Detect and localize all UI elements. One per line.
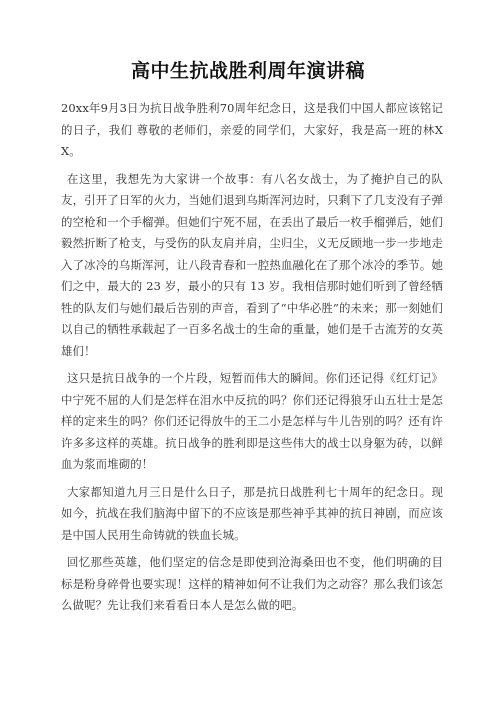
paragraph-reflection: 回忆那些英雄，他们坚定的信念是即使到沧海桑田也不变，他们明确的目标是粉身碎骨也要实现！这样的精神如何不让我们为之动容？那么我们该怎么做呢？先让我们来看看日本人是怎么做的吧。: [61, 555, 443, 612]
paragraph-heroes: 这只是抗日战争的一个片段，短暂而伟大的瞬间。你们还记得《红灯记》中宁死不屈的人们是怎样在泪水中反抗的吗？你们还记得狼牙山五壮士是怎样的定来生的吗？你们还记得放牛的王二小是怎样与牛儿告别的吗？还有许许多多这样的英雄。抗日战争的胜利即是这些伟大的战士以身躯为砖，以鲜血为浆而堆砌的！: [61, 371, 443, 471]
document-body: [61, 98, 443, 623]
document-title: 高中生抗战胜利周年演讲稿: [130, 60, 365, 82]
paragraph-intro: 20xx年9月3日为抗日战争胜利70周年纪念日，这是我们中国人都应该铭记的日子，我们 尊敬的老师们，亲爱的同学们，大家好，我是高一班的林XX。: [61, 101, 443, 158]
paragraph-story: 在这里，我想先为大家讲一个故事：有八名女战士，为了掩护自己的队友，引开了日军的火力，当她们退到乌斯浑河边时，只剩下了几支没有子弹的空枪和一个手榴弹。但她们宁死不屈，在丢出了最后一枚手榴弹后，她们毅然折断了枪支，与受伤的队友肩并肩，尘归尘，义无反顾地一步一步地走入了冰冷的乌斯浑河，让八段青春和一腔热血融化在了那个冰冷的季节。她们之中，最大的 23 岁，最小的只有 13 岁。我相信那时她们听到了曾经牺牲的队友们与她们最后告别的声音，看到了“中华必胜”的未来；那一刻她们以自己的牺牲承载起了一百多名战士的生命的重量，她们是千古流芳的女英雄们！: [61, 171, 443, 358]
paragraph-anniversary: 大家都知道九月三日是什么日子，那是抗日战胜利七十周年的纪念日。现如今，抗战在我们脑海中留下的不应该是那些神乎其神的抗日神剧，而应该是中国人民用生命铸就的铁血长城。: [61, 484, 443, 542]
